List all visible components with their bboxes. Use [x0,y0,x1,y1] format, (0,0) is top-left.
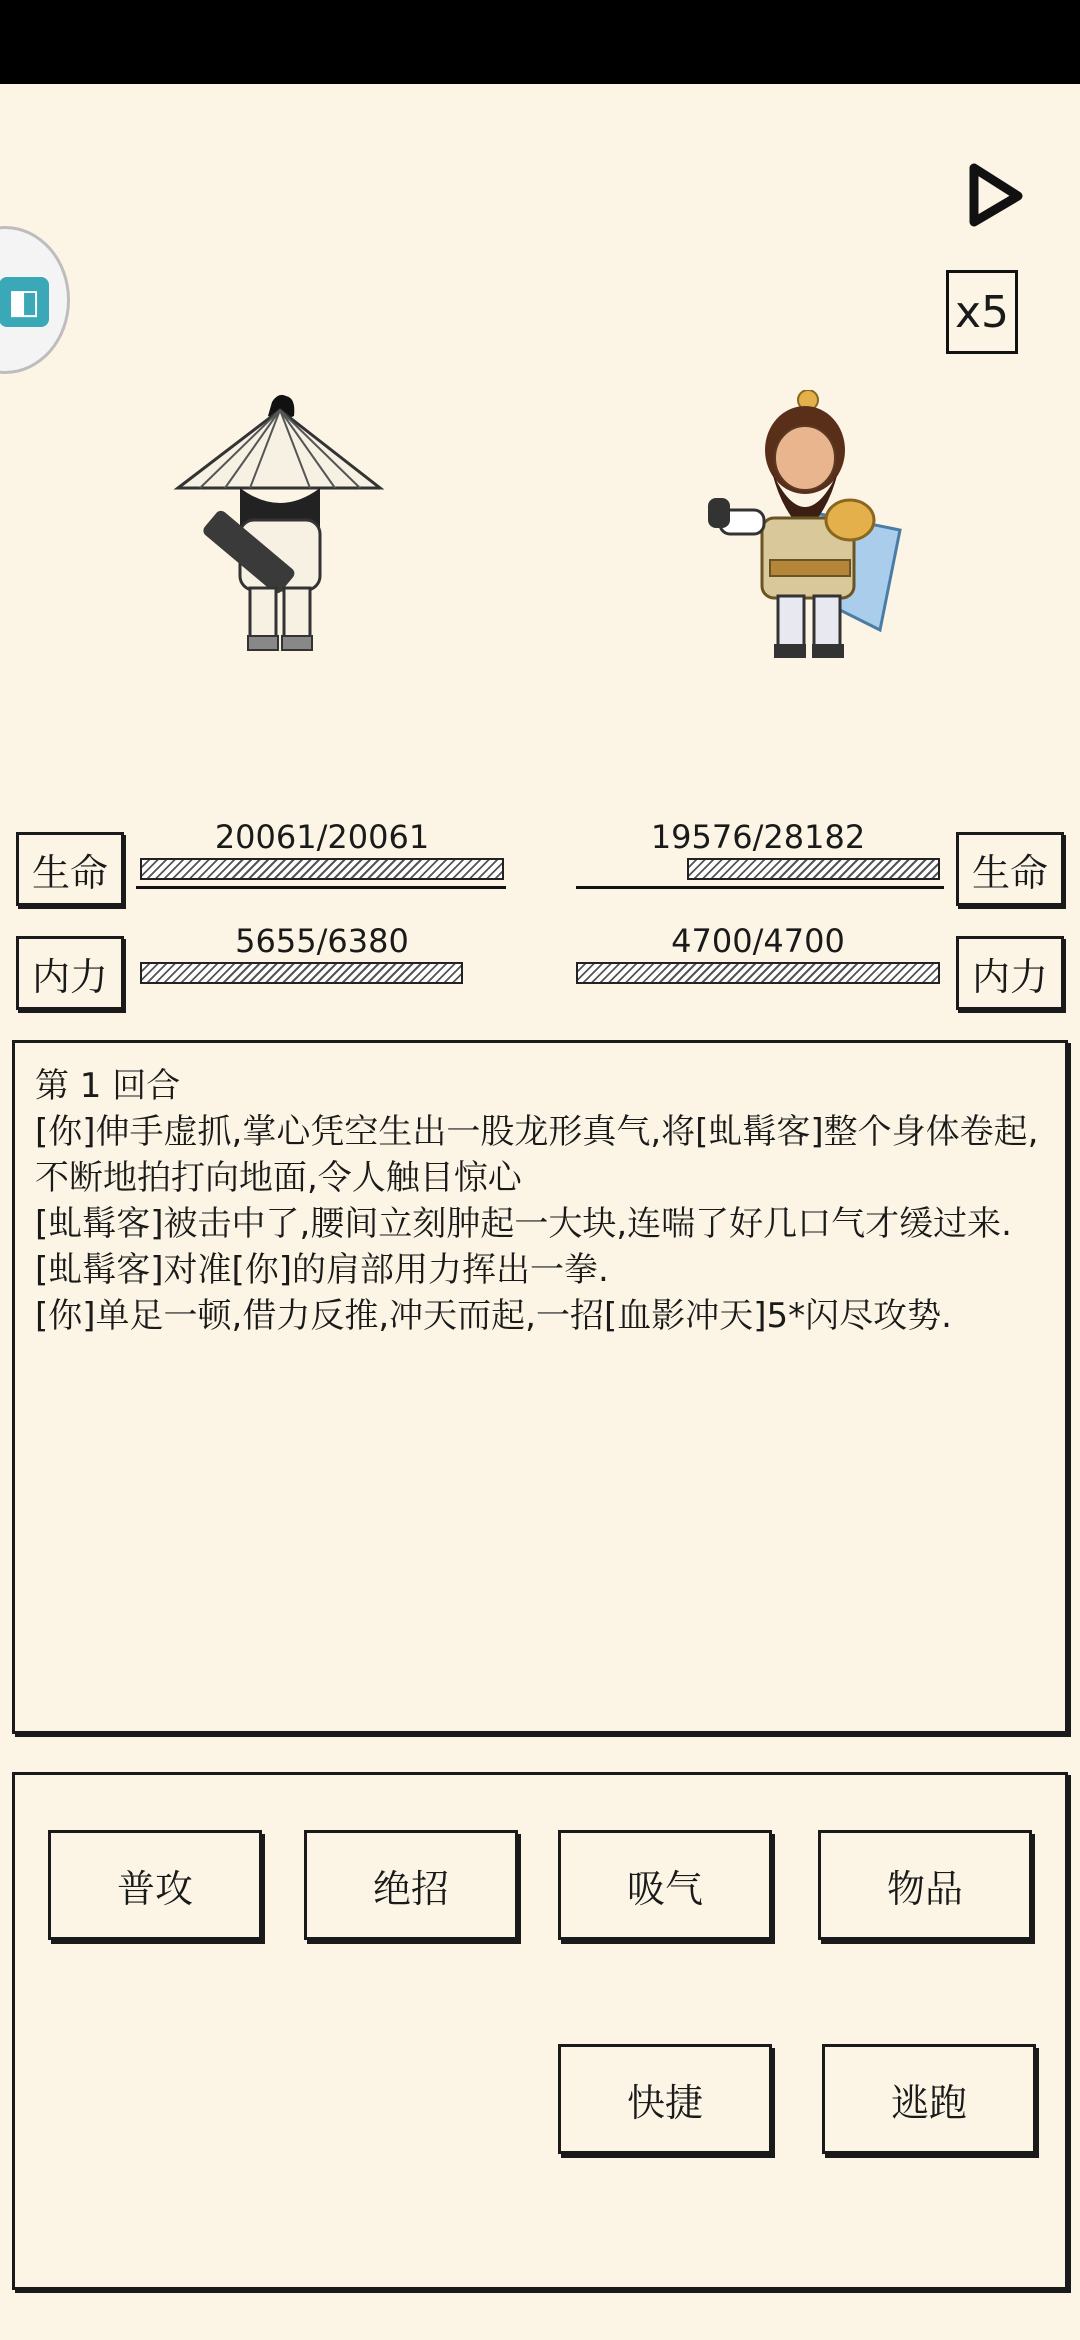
player-hp-underline [136,886,506,889]
enemy-mp-bar [576,962,940,984]
floating-app-badge[interactable] [0,226,70,374]
player-hp-value: 20061/20061 [214,818,430,856]
play-icon[interactable] [960,160,1030,230]
battle-log[interactable] [12,1040,1068,1734]
breathe-button[interactable]: 吸气 [558,1830,772,1940]
enemy-hp-underline [576,886,944,889]
log-line: [你]单足一顿,借力反推,冲天而起,一招[血影冲天]5*闪尽攻势. [35,1296,952,1336]
enemy-mp-label: 内力 [956,936,1064,1010]
ultimate-button[interactable]: 绝招 [304,1830,518,1940]
enemy-character [700,390,920,670]
enemy-hp-value: 19576/28182 [650,818,866,856]
enemy-mp-fill [576,962,940,984]
player-hp-bar [140,858,504,880]
player-mp-label: 内力 [16,936,124,1010]
speed-button[interactable]: x5 [946,270,1018,354]
enemy-hp-label: 生命 [956,832,1064,906]
player-mp-fill [140,962,463,984]
items-button[interactable]: 物品 [818,1830,1032,1940]
log-line: [你]伸手虚抓,掌心凭空生出一股龙形真气,将[虬髯客]整个身体卷起,不断地拍打向地面,令人触目惊心 [35,1112,1039,1198]
enemy-mp-value: 4700/4700 [671,922,845,960]
player-hp-fill [140,858,504,880]
enemy-hp-bar [576,858,940,880]
attack-button[interactable]: 普攻 [48,1830,262,1940]
log-line: [虬髯客]被击中了,腰间立刻肿起一大块,连喘了好几口气才缓过来. [35,1204,1012,1244]
player-hp-label: 生命 [16,832,124,906]
flee-button[interactable]: 逃跑 [822,2044,1036,2154]
player-mp-value: 5655/6380 [235,922,409,960]
player-character [170,390,390,670]
quick-button[interactable]: 快捷 [558,2044,772,2154]
log-line: [虬髯客]对准[你]的肩部用力挥出一拳. [35,1250,609,1290]
log-line: 第 1 回合 [35,1066,181,1106]
app-logo-icon: ◧ [0,277,49,327]
enemy-hp-fill [687,858,940,880]
status-bar [0,0,1080,84]
player-mp-bar [140,962,504,984]
